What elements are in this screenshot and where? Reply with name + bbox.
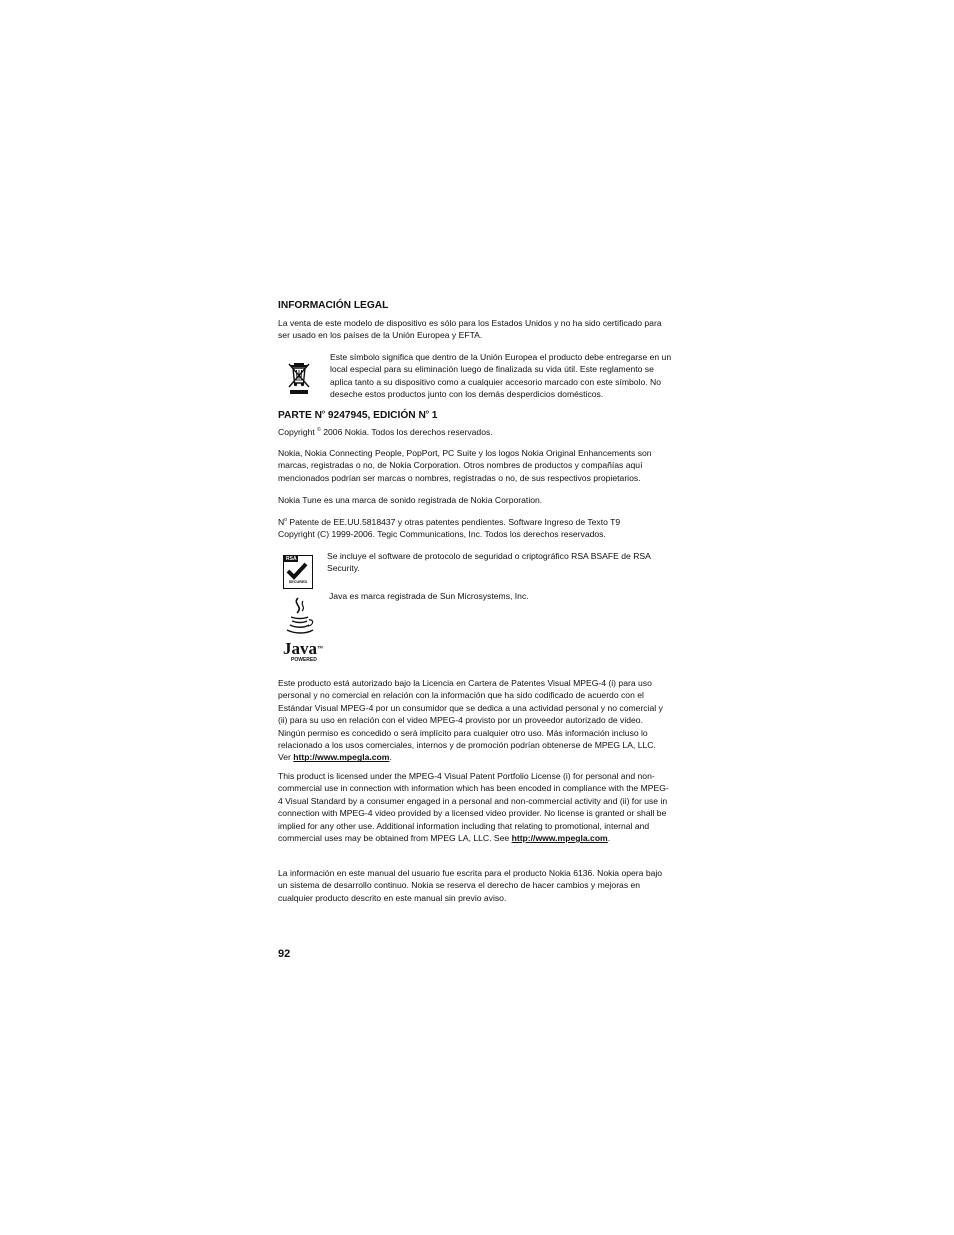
checkmark-icon xyxy=(284,562,310,580)
mpeg-es-paragraph: Este producto está autorizado bajo la Licencia en Cartera de Patentes Visual MPEG-4 (i) para uso personal y no comercial en relación con la información que ha sido codificado de acuerdo con el Estándar Visual MPEG-4 por un consumidor que se dedica a una actividad personal y no comercial y (ii) para su uso en relación con el video MPEG-4 provisto por un proveedor autorizado de video. Ningún permiso es concedido o será implícito para cualquier otro uso. Más información incluso lo relacionado a los usos comerciales, internos y de promoción podrían obtenerse de MPEG LA, LLC. Ver http://www.mpegla.com. xyxy=(278,678,663,763)
mpegla-link-es[interactable]: http://www.mpegla.com xyxy=(293,752,390,763)
manual-info-paragraph: La información en este manual del usuario fue escrita para el producto Nokia 6136. Nokia opera bajo un sistema de desarrollo continuo. Nokia se reserva el derecho de hacer cambios y mejoras en cualquier producto descrito en este manual sin previo aviso. xyxy=(278,868,663,903)
intro-paragraph: La venta de este modelo de dispositivo es sólo para los Estados Unidos y no ha sido certificado para ser usado en los países de la Unión Europea y EFTA. xyxy=(278,318,662,341)
weee-paragraph: Este símbolo significa que dentro de la Unión Europea el producto debe entregarse en un local especial para su eliminación luego de finalizada su vida útil. Este reglamento se aplica tanto a su dispositivo como a cualquier accesorio marcado con este símbolo. No deseche estos productos junto con los demás desperdicios domésticos. xyxy=(330,352,672,400)
mpeg-en-paragraph: This product is licensed under the MPEG-4 Visual Patent Portfolio License (i) for personal and non-commercial use in connection with information which has been encoded in compliance with the MPEG-4 Visual Standard by a consumer engaged in a personal and non-commercial activity and (ii) for use in connection with MPEG-4 video provided by a licensed video provider. No license is granted or shall be implied for any other use. Additional information including that relating to promotional, internal and commercial uses may be obtained from MPEG LA, LLC. See http://www.mpegla.com. xyxy=(278,771,669,844)
nokia-tune-paragraph: Nokia Tune es una marca de sonido registrada de Nokia Corporation. xyxy=(278,495,543,505)
java-cup-icon xyxy=(282,596,318,636)
part-heading: PARTE $N^o$ 9247945, EDICIÓN $N^o$ 1 xyxy=(278,409,438,421)
trademarks-paragraph: Nokia, Nokia Connecting People, PopPort, PC Suite y los logos Nokia Original Enhancements son marcas, registradas o no, de Nokia Corporation. Otros nombres de productos y compañías aquí mencionados podrían ser marcas o nombres, registradas o no, de sus respectivos propietarios. xyxy=(278,448,652,483)
rsa-secured-logo: RSA SECURED xyxy=(283,555,313,589)
java-powered-logo: Java™ POWERED xyxy=(282,596,318,664)
page-number: 92 xyxy=(278,948,291,960)
mpegla-link-en[interactable]: http://www.mpegla.com xyxy=(511,833,608,844)
crossed-bin-icon xyxy=(286,360,312,396)
copyright-line: Copyright © 2006 Nokia. Todos los derechos reservados. xyxy=(278,427,493,437)
section-title: INFORMACIÓN LEGAL xyxy=(278,300,389,311)
rsa-paragraph: Se incluye el software de protocolo de seguridad o criptográfico RSA BSAFE de RSA Security. xyxy=(327,551,651,574)
java-paragraph: Java es marca registrada de Sun Microsystems, Inc. xyxy=(329,591,529,601)
patent-paragraph: $N^o$ Patente de EE.UU.5818437 y otras patentes pendientes. Software Ingreso de Texto T9 Copyright (C) 1999-2006. Tegic Communications, Inc. Todos los derechos reservados. xyxy=(278,517,621,540)
